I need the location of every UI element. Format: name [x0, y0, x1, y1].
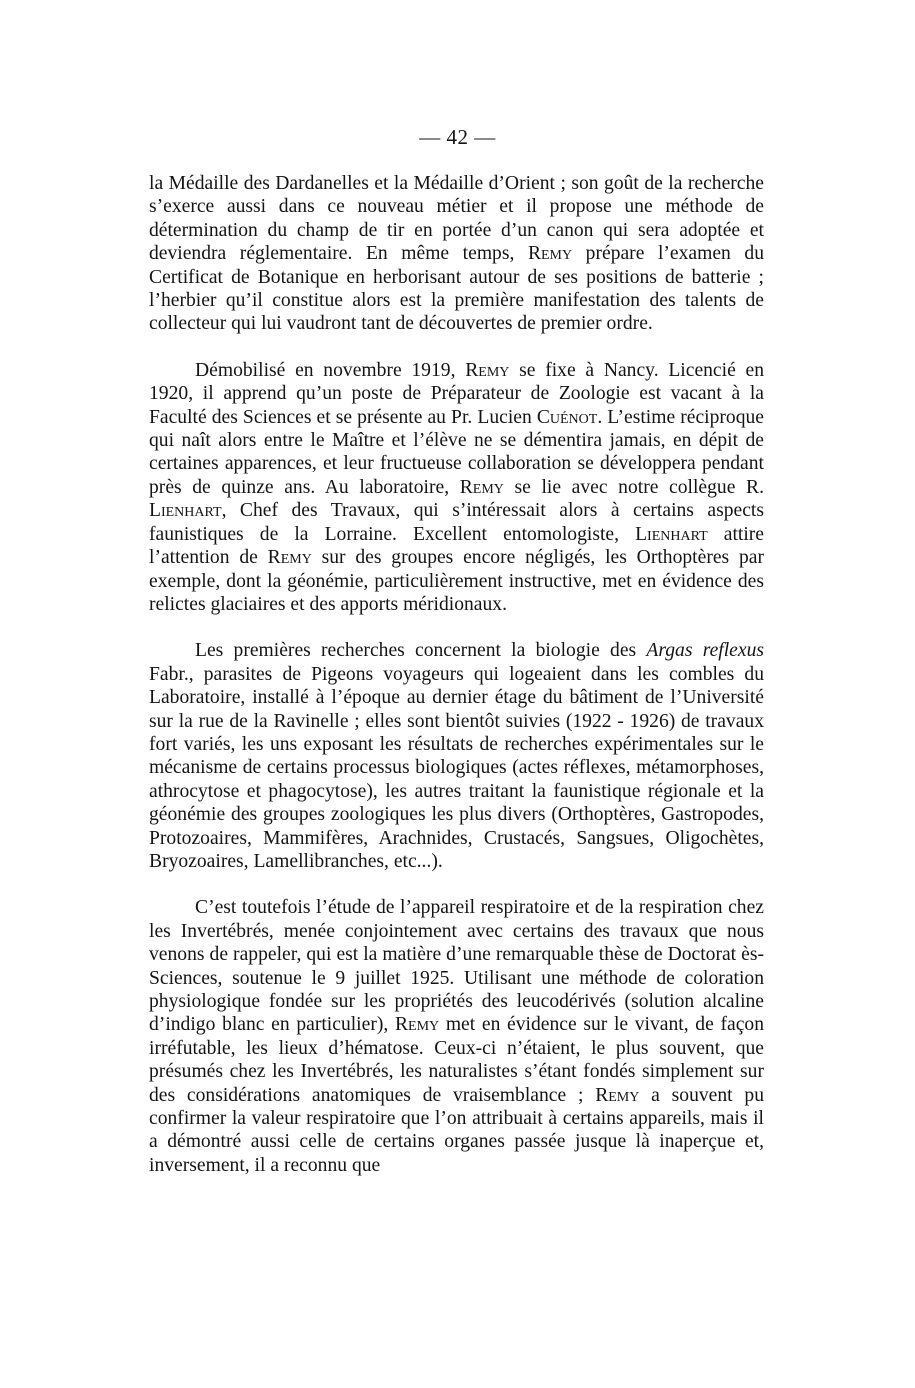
p3-text-1: Les premières recherches concernent la biologie des	[195, 640, 647, 662]
author-name-remy: Remy	[459, 476, 504, 498]
author-name-lienhart: Lienhart	[149, 500, 222, 522]
p2-text-3: . L’estime réciproque qui naît alors entre le Maître et l’élève ne se démentira jamais, en dépit de certaines apparences, et leur fructueuse collaboration se développera pendant près de quinze ans. Au laboratoire,	[149, 406, 764, 498]
author-name-remy: Remy	[267, 547, 312, 569]
author-name-remy: Remy	[527, 243, 573, 265]
p1-text-1: la Médaille des Dardanelles et la Médaille d’Orient ; son goût de la recherche s’exerce aussi dans ce nouveau métier et il propose une méthode de détermination du champ de tir en portée d’un canon qui sera adoptée et deviendra réglementaire. En même temps,	[149, 173, 764, 265]
p4-text-1: C’est toutefois l’étude de l’appareil respiratoire et de la respiration chez les Invertébrés, menée conjointement avec certains des travaux que nous venons de rappeler, qui est la matière d’une remarquable thèse de Doctorat ès-Sciences, soutenue le 9 juillet 1925. Utilisant une méthode de coloration physiologique fondée sur les propriétés des leucodérivés (solution alcaline d’indigo blanc en particulier),	[149, 897, 764, 1036]
author-name-remy: Remy	[595, 1084, 640, 1106]
author-name-lienhart: Lienhart	[635, 523, 708, 545]
p1-text-2: prépare l’examen du Certificat de Botanique en herborisant autour de ses positions de batterie ; l’herbier qu’il constitue alors est la première manifestation des talents de collecteur qui lui vaudront tant de découvertes de premier ordre.	[149, 243, 764, 335]
author-name-cuenot: Cuénot	[536, 406, 598, 428]
p2-text-5: , Chef des Travaux, qui s’intéressait alors à certains aspects faunistiques de la Lorraine. Excellent entomologiste,	[149, 500, 764, 545]
p4-text-2: met en évidence sur le vivant, de façon irréfutable, les lieux d’hématose. Ceux-ci n’étaient, le plus souvent, que présumés chez les Invertébrés, les naturalistes s’étant fondés simplement sur des considérations anatomiques de vraisemblance ;	[149, 1014, 764, 1106]
p2-text-6: attire l’attention de	[149, 523, 764, 569]
paragraph-3	[149, 639, 764, 873]
body-text	[149, 172, 764, 1200]
p2-text-4: se lie avec notre collègue R.	[503, 476, 764, 498]
p2-text-7: sur des groupes encore négligés, les Orthoptères par exemple, dont la géonémie, particulièrement instructive, met en évidence des relictes glaciaires et des apports méridionaux.	[149, 547, 764, 615]
p2-text-2: se fixe à Nancy. Licencié en 1920, il apprend qu’un poste de Préparateur de Zoologie est vacant à la Faculté des Sciences et se présente au Pr. Lucien	[149, 359, 764, 428]
p2-text-1: Démobilisé en novembre 1919,	[195, 359, 466, 381]
author-name-remy: Remy	[465, 359, 510, 381]
p4-text-3: a souvent pu confirmer la valeur respiratoire que l’on attribuait à certains appareils, mais il a démontré aussi celle de certains organes passée jusque là inaperçue et, inversement, il a reconnu que	[149, 1084, 764, 1176]
paragraph-2	[149, 359, 764, 616]
paragraph-1	[149, 172, 764, 336]
author-name-remy: Remy	[394, 1014, 440, 1036]
species-name-argas: Argas reflexus	[646, 640, 764, 662]
paragraph-4	[149, 896, 764, 1177]
p3-text-2: Fabr., parasites de Pigeons voyageurs qui logeaient dans les combles du Laboratoire, installé à l’époque au dernier étage du bâtiment de l’Université sur la rue de la Ravinelle ; elles sont bientôt suivies (1922 - 1926) de travaux fort variés, les uns exposant les résultats de recherches expérimentales sur le mécanisme de certains processus biologiques (actes réflexes, métamorphoses, athrocytose et phagocytose), les autres traitant la faunistique régionale et la géonémie des groupes zoologiques les plus divers (Orthoptères, Gastropodes, Protozoaires, Mammifères, Arachnides, Crustacés, Sangsues, Oligochètes, Bryozoaires, Lamellibranches, etc...).	[149, 663, 764, 872]
page-number: — 42 —	[419, 125, 496, 149]
